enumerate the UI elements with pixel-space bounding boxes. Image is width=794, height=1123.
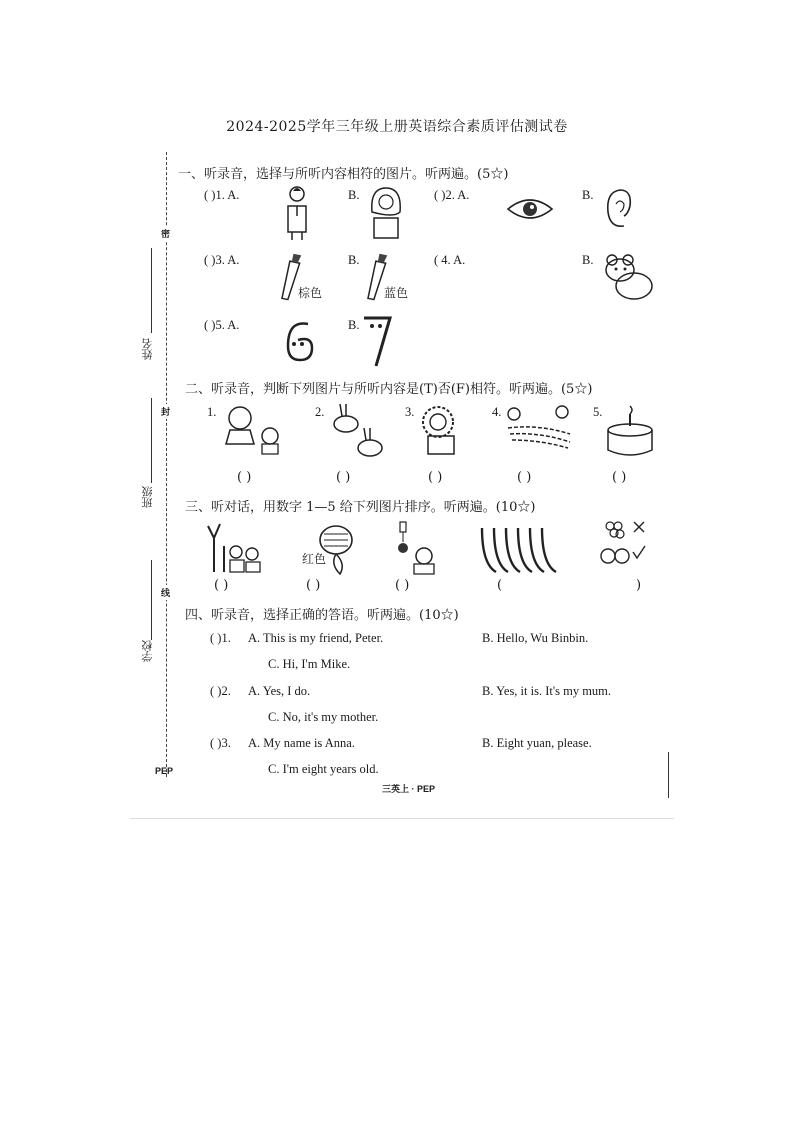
s4-q3-option-c: C. I'm eight years old. [268,762,379,776]
children-drawing-icon [504,404,574,452]
fish-color-label: 红色 [302,552,327,566]
boy-with-balloon-icon [394,520,438,576]
section4-heading: 四、听录音，选择正确的答语。听两遍。(10☆) [185,608,459,623]
number-seven-icon [362,316,392,368]
s3-blank-4[interactable]: ( [497,578,503,593]
s4-q3-number[interactable]: ( )3. [210,736,231,750]
s1-q3-b: B. [348,253,360,267]
right-edge-mark [668,752,669,798]
s4-q1-option-b: B. Hello, Wu Binbin. [482,631,589,645]
s1-q2-b: B. [582,188,594,202]
section2-heading: 二、听录音，判断下列图片与所听内容是(T)否(F)相符。听两遍。(5☆) [185,382,593,397]
birthday-cake-icon [606,404,656,460]
bananas-icon [478,524,574,574]
s2-blank-2[interactable]: ( ) [336,470,351,485]
s4-q1-number[interactable]: ( )1. [210,631,231,645]
s4-q2-option-b: B. Yes, it is. It's my mum. [482,684,612,698]
s2-item-5-number: 5. [593,405,603,419]
binding-dashed-line [166,152,167,777]
class-label: 班级 [141,486,154,508]
s2-blank-1[interactable]: ( ) [237,470,252,485]
woman-icon [366,186,406,242]
seal-feng: 封 [161,404,170,419]
rabbits-icon [330,402,386,460]
s4-q3-option-a: A. My name is Anna. [248,736,355,750]
s2-blank-3[interactable]: ( ) [428,470,443,485]
girl-and-baby-icon [220,404,290,458]
s2-blank-4[interactable]: ( ) [517,470,532,485]
bear-icon [598,252,656,302]
section1-heading: 一、听录音，选择与所听内容相符的图片。听两遍。(5☆) [178,167,509,182]
s4-q3-option-b: B. Eight yuan, please. [482,736,592,750]
s1-q2-number[interactable]: ( )2. A. [434,188,470,202]
ear-icon [604,188,632,230]
s4-q2-number[interactable]: ( )2. [210,684,231,698]
s4-q1-option-c: C. Hi, I'm Mike. [268,657,351,671]
s3-blank-2[interactable]: ( ) [306,578,321,593]
s4-q2-option-c: C. No, it's my mother. [268,710,379,724]
edition-label: PEP [155,766,174,776]
seal-xian: 线 [161,585,170,600]
s3-blank-1[interactable]: ( ) [214,578,229,593]
number-six-icon [280,316,320,364]
tree-and-children-icon [206,522,266,574]
seal-mi: 密 [161,226,170,241]
s4-q2-option-a: A. Yes, I do. [248,684,311,698]
school-field-line[interactable] [151,560,152,640]
class-field-line[interactable] [151,398,152,483]
man-icon [284,186,310,242]
page-title: 2024-2025学年三年级上册英语综合素质评估测试卷 [226,119,568,135]
name-field-line[interactable] [151,248,152,333]
crayon-blue-label: 蓝色 [384,286,409,300]
s1-q4-b: B. [582,253,594,267]
s2-item-2-number: 2. [315,405,325,419]
page-bottom-divider [130,818,674,819]
s1-q5-number[interactable]: ( )5. A. [204,318,240,332]
s1-q1-number[interactable]: ( )1. A. [204,188,240,202]
section3-heading: 三、听对话，用数字 1—5 给下列图片排序。听两遍。(10☆) [185,500,536,515]
name-label: 姓名 [141,338,154,360]
crayon-brown-label: 棕色 [298,286,323,300]
school-label: 学校 [141,640,154,662]
s2-item-3-number: 3. [405,405,415,419]
s2-item-4-number: 4. [492,405,502,419]
lion-icon [418,404,466,458]
s1-q5-b: B. [348,318,360,332]
s2-item-1-number: 1. [207,405,217,419]
s1-q1-b: B. [348,188,360,202]
eye-icon [506,196,554,222]
grapes-and-apples-icon [600,518,646,570]
s3-blank-3[interactable]: ( ) [395,578,410,593]
s1-q4-number[interactable]: ( 4. A. [434,253,466,267]
s4-q1-option-a: A. This is my friend, Peter. [248,631,384,645]
page-footer: 三英上 · PEP [382,784,436,794]
s3-blank-5[interactable]: ) [636,578,642,593]
s2-blank-5[interactable]: ( ) [612,470,627,485]
s1-q3-number[interactable]: ( )3. A. [204,253,240,267]
